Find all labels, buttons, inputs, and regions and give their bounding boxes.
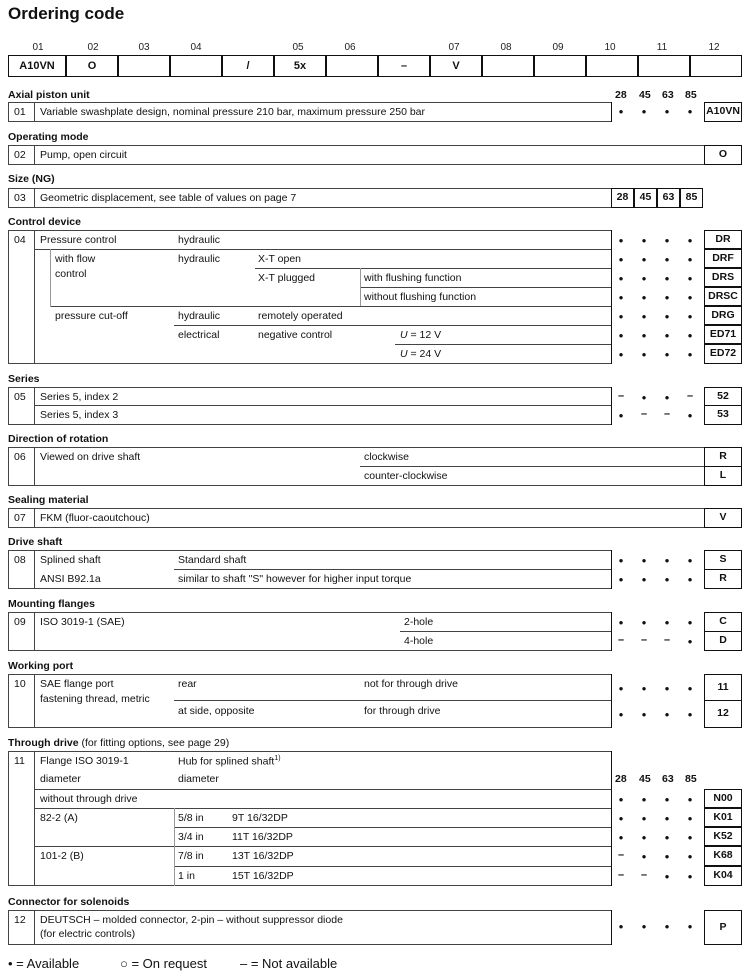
code-box-02: O [66, 55, 118, 77]
code-box-01: A10VN [8, 55, 66, 77]
code-r-shaft: R [704, 569, 742, 589]
row-text: FKM (fluor-caoutchouc) [40, 512, 150, 524]
section-title-rotation: Direction of rotation [8, 433, 109, 445]
avail-mark: – [663, 634, 671, 646]
code-k01: K01 [704, 808, 742, 827]
avail-mark: • [618, 347, 624, 362]
pos-11: 11 [656, 42, 668, 53]
row-num: 04 [14, 234, 26, 246]
section-title-sealing: Sealing material [8, 494, 89, 506]
avail-mark: • [687, 290, 693, 305]
pos-05: 05 [292, 42, 304, 53]
spline-11t: 11T 16/32DP [232, 831, 293, 843]
code-box-dash: – [378, 55, 430, 77]
row-text: Variable swashplate design, nominal pressure 210 bar, maximum pressure 250 bar [40, 106, 426, 118]
avail-mark: • [664, 707, 670, 722]
avail-mark: • [664, 328, 670, 343]
pos-03: 03 [138, 42, 150, 53]
standard-shaft-label: Standard shaft [178, 554, 247, 566]
avail-mark: • [618, 615, 624, 630]
avail-mark: • [664, 615, 670, 630]
without-flushing-label: without flushing function [364, 291, 477, 303]
avail-mark: • [641, 681, 647, 696]
ng-45: 45 [639, 773, 651, 785]
row-num: 03 [14, 192, 26, 204]
ng-45: 45 [639, 89, 651, 101]
remote-label: remotely operated [258, 310, 343, 322]
row-num: 01 [14, 106, 26, 118]
higher-torque-label: similar to shaft "S" however for higher input torque [178, 573, 412, 585]
avail-mark: • [664, 271, 670, 286]
hub-label: Hub for splined shaft$^{1)}$ [178, 755, 281, 768]
section-title-control: Control device [8, 216, 81, 228]
section-title-connector: Connector for solenoids [8, 896, 130, 908]
avail-mark: • [687, 792, 693, 807]
avail-mark: • [641, 553, 647, 568]
flange-b-label: 101-2 (B) [40, 850, 84, 862]
diameter-label: diameter [40, 773, 81, 785]
avail-mark: • [664, 104, 670, 119]
avail-mark: • [664, 919, 670, 934]
control-label: control [55, 268, 87, 280]
ng-63: 63 [662, 89, 674, 101]
size-63: 63 [657, 188, 680, 208]
code-box-08 [482, 55, 534, 77]
section-title-operating: Operating mode [8, 131, 89, 143]
avail-mark: • [687, 104, 693, 119]
four-hole-label: 4-hole [404, 635, 434, 647]
code-53: 53 [704, 405, 742, 425]
code-dr: DR [704, 230, 742, 249]
series-index-2: Series 5, index 2 [40, 391, 119, 403]
ng-63: 63 [662, 773, 674, 785]
avail-mark: • [687, 707, 693, 722]
code-box-09 [534, 55, 586, 77]
code-box-06 [326, 55, 378, 77]
avail-mark: • [641, 707, 647, 722]
deutsch-connector-label: DEUTSCH – molded connector, 2-pin – without suppressor diode [40, 914, 343, 926]
pos-10: 10 [604, 42, 616, 53]
avail-mark: • [641, 572, 647, 587]
avail-mark: – [663, 408, 671, 420]
with-flow-label: with flow [55, 253, 96, 265]
section-title-axial: Axial piston unit [8, 89, 90, 101]
avail-mark: • [618, 408, 624, 423]
ng-28: 28 [615, 773, 627, 785]
code-r: R [704, 447, 742, 467]
row-text: Pump, open circuit [40, 149, 127, 161]
avail-mark: • [664, 233, 670, 248]
row-num: 02 [14, 149, 26, 161]
avail-mark: – [617, 849, 625, 861]
avail-mark: • [687, 271, 693, 286]
avail-mark: • [618, 572, 624, 587]
size-85: 85 [680, 188, 703, 208]
avail-mark: • [618, 553, 624, 568]
not-through-label: not for through drive [364, 678, 458, 690]
avail-mark: • [687, 233, 693, 248]
pos-06: 06 [344, 42, 356, 53]
avail-mark: • [618, 233, 624, 248]
legend-not-available: – = Not available [240, 956, 338, 971]
avail-mark: • [664, 290, 670, 305]
code-ed71: ED71 [704, 325, 742, 344]
avail-mark: • [664, 572, 670, 587]
hydraulic-label: hydraulic [178, 234, 221, 246]
avail-mark: • [664, 309, 670, 324]
avail-mark: • [664, 347, 670, 362]
side-label: at side, opposite [178, 705, 255, 717]
avail-mark: – [617, 869, 625, 881]
code-drsc: DRSC [704, 287, 742, 306]
avail-mark: • [641, 390, 647, 405]
negative-control-label: negative control [258, 329, 333, 341]
avail-mark: • [641, 233, 647, 248]
avail-mark: • [687, 869, 693, 884]
row-num: 11 [14, 755, 25, 767]
with-flushing-label: with flushing function [364, 272, 462, 284]
avail-mark: • [618, 290, 624, 305]
code-k52: K52 [704, 827, 742, 846]
flange-a-label: 82-2 (A) [40, 812, 78, 824]
avail-mark: • [618, 271, 624, 286]
electric-controls-label: (for electric controls) [40, 928, 136, 940]
row-text: ISO 3019-1 (SAE) [40, 616, 125, 628]
section-title-size: Size (NG) [8, 173, 55, 185]
cutoff-label: pressure cut-off [55, 310, 128, 322]
avail-mark: – [617, 634, 625, 646]
avail-mark: • [618, 830, 624, 845]
avail-mark: • [687, 252, 693, 267]
code-k04: K04 [704, 866, 742, 886]
avail-mark: • [687, 347, 693, 362]
avail-mark: • [687, 408, 693, 423]
avail-mark: • [687, 681, 693, 696]
splined-shaft-label: Splined shaft [40, 554, 101, 566]
avail-mark: • [641, 792, 647, 807]
avail-mark: • [687, 634, 693, 649]
code-o: O [704, 145, 742, 165]
avail-mark: • [687, 572, 693, 587]
rear-label: rear [178, 678, 197, 690]
avail-mark: • [618, 811, 624, 826]
code-drg: DRG [704, 306, 742, 325]
avail-mark: • [664, 830, 670, 845]
avail-mark: • [618, 681, 624, 696]
avail-mark: • [618, 792, 624, 807]
avail-mark: • [641, 328, 647, 343]
spline-15t: 15T 16/32DP [232, 870, 294, 882]
avail-mark: • [618, 919, 624, 934]
hydraulic-label: hydraulic [178, 253, 221, 265]
avail-mark: • [641, 830, 647, 845]
avail-mark: • [687, 328, 693, 343]
code-drf: DRF [704, 249, 742, 268]
sae-flange-label: SAE flange port [40, 678, 114, 690]
code-p: P [704, 910, 742, 945]
avail-mark: – [617, 390, 625, 402]
pressure-control-label: Pressure control [40, 234, 117, 246]
code-box-11 [638, 55, 690, 77]
code-box-12 [690, 55, 742, 77]
legend-available: • = Available [8, 956, 80, 971]
row-num: 07 [14, 512, 26, 524]
code-k68: K68 [704, 846, 742, 866]
avail-mark: • [641, 271, 647, 286]
pos-01: 01 [32, 42, 44, 53]
code-box-10 [586, 55, 638, 77]
section-title-shaft: Drive shaft [8, 536, 63, 548]
ng-85: 85 [685, 773, 697, 785]
avail-mark: • [687, 811, 693, 826]
code-12: 12 [704, 700, 742, 728]
avail-mark: • [641, 290, 647, 305]
diam-3-4: 3/4 in [178, 831, 204, 843]
pos-02: 02 [87, 42, 99, 53]
row-num: 06 [14, 451, 26, 463]
diam-7-8: 7/8 in [178, 850, 204, 862]
code-box-03 [118, 55, 170, 77]
row-num: 12 [14, 914, 26, 926]
without-through-label: without through drive [40, 793, 138, 805]
code-ed72: ED72 [704, 344, 742, 364]
fastening-thread-label: fastening thread, metric [40, 693, 150, 705]
avail-mark: • [687, 553, 693, 568]
row-text: Viewed on drive shaft [40, 451, 141, 463]
avail-mark: • [618, 104, 624, 119]
page-title: Ordering code [8, 4, 125, 23]
spline-9t: 9T 16/32DP [232, 812, 288, 824]
code-box-07: V [430, 55, 482, 77]
avail-mark: • [664, 849, 670, 864]
row-num: 09 [14, 616, 26, 628]
avail-mark: • [641, 104, 647, 119]
diam-1: 1 in [178, 870, 195, 882]
section-title-through: Through drive (for fitting options, see page 29) [8, 737, 230, 749]
row-num: 08 [14, 554, 26, 566]
avail-mark: • [618, 707, 624, 722]
avail-mark: • [641, 811, 647, 826]
ansi-label: ANSI B92.1a [40, 573, 101, 585]
avail-mark: • [664, 553, 670, 568]
avail-mark: • [687, 849, 693, 864]
avail-mark: • [664, 869, 670, 884]
avail-mark: • [687, 309, 693, 324]
section-title-port: Working port [8, 660, 74, 672]
series-index-3: Series 5, index 3 [40, 409, 119, 421]
for-through-label: for through drive [364, 705, 441, 717]
avail-mark: – [640, 408, 648, 420]
avail-mark: • [641, 919, 647, 934]
pos-07: 07 [448, 42, 460, 53]
code-v: V [704, 508, 742, 528]
pos-12: 12 [708, 42, 720, 53]
section-title-mounting: Mounting flanges [8, 598, 95, 610]
row-num: 05 [14, 391, 26, 403]
code-s: S [704, 550, 742, 570]
size-45: 45 [634, 188, 657, 208]
voltage-24v: U = 24 V [400, 348, 442, 360]
code-box-05: 5x [274, 55, 326, 77]
row-num: 10 [14, 678, 26, 690]
counter-clockwise-label: counter-clockwise [364, 470, 448, 482]
xt-open-label: X-T open [258, 253, 301, 265]
spline-13t: 13T 16/32DP [232, 850, 294, 862]
code-drs: DRS [704, 268, 742, 287]
size-28: 28 [611, 188, 634, 208]
avail-mark: • [687, 830, 693, 845]
avail-mark: • [687, 919, 693, 934]
code-52: 52 [704, 387, 742, 406]
avail-mark: – [686, 390, 694, 402]
avail-mark: – [640, 634, 648, 646]
avail-mark: • [618, 309, 624, 324]
code-a10vn: A10VN [704, 102, 742, 122]
ng-85: 85 [685, 89, 697, 101]
clockwise-label: clockwise [364, 451, 409, 463]
section-title-series: Series [8, 373, 40, 385]
avail-mark: • [687, 615, 693, 630]
avail-mark: • [641, 849, 647, 864]
two-hole-label: 2-hole [404, 616, 434, 628]
voltage-12v: U = 12 V [400, 329, 442, 341]
code-d: D [704, 631, 742, 651]
flange-iso-label: Flange ISO 3019-1 [40, 755, 129, 767]
avail-mark: • [641, 615, 647, 630]
electrical-label: electrical [178, 329, 220, 341]
code-l: L [704, 466, 742, 486]
avail-mark: • [618, 252, 624, 267]
code-c: C [704, 612, 742, 632]
avail-mark: • [641, 347, 647, 362]
avail-mark: • [664, 792, 670, 807]
avail-mark: • [664, 811, 670, 826]
avail-mark: – [640, 869, 648, 881]
code-n00: N00 [704, 789, 742, 808]
avail-mark: • [618, 328, 624, 343]
code-11: 11 [704, 674, 742, 701]
avail-mark: • [664, 390, 670, 405]
diam-5-8: 5/8 in [178, 812, 204, 824]
ng-28: 28 [615, 89, 627, 101]
row-text: Geometric displacement, see table of values on page 7 [40, 192, 297, 204]
avail-mark: • [664, 681, 670, 696]
pos-04: 04 [190, 42, 202, 53]
avail-mark: • [641, 309, 647, 324]
legend-on-request: ○ = On request [120, 956, 207, 971]
avail-mark: • [664, 252, 670, 267]
pos-09: 09 [552, 42, 564, 53]
code-box-slash: / [222, 55, 274, 77]
hydraulic-label: hydraulic [178, 310, 221, 322]
avail-mark: • [641, 252, 647, 267]
code-box-04 [170, 55, 222, 77]
pos-08: 08 [500, 42, 512, 53]
xt-plugged-label: X-T plugged [258, 272, 316, 284]
diameter-label: diameter [178, 773, 219, 785]
